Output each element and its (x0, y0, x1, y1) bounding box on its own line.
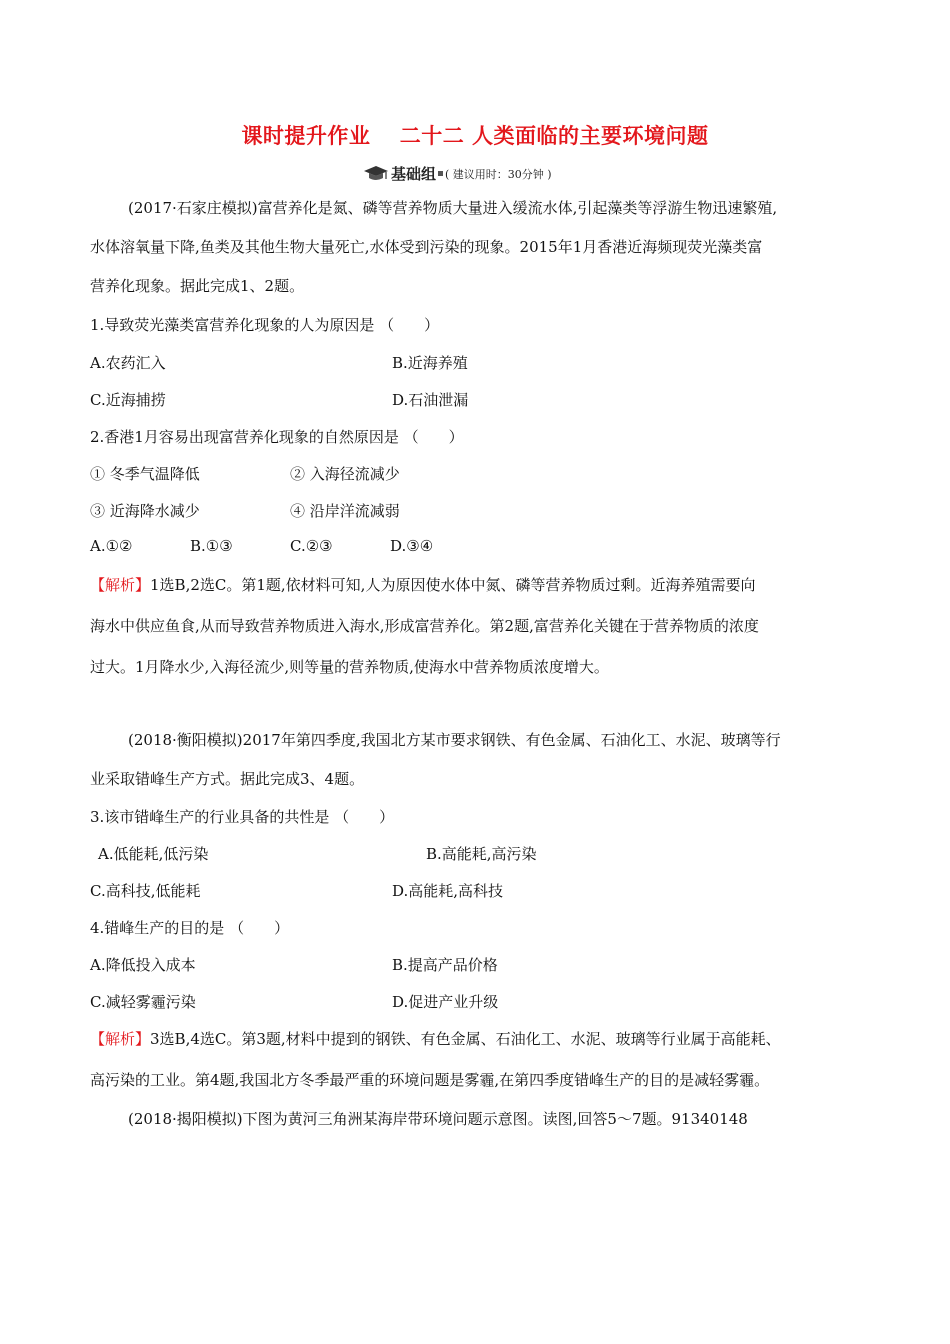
question-3-option-d: D.高能耗,高科技 (392, 882, 504, 900)
question-2-statement-2: ② 入海径流减少 (290, 465, 400, 483)
page-title: 课时提升作业 二十二 人类面临的主要环境问题 (241, 123, 709, 148)
question-4-option-b: B.提高产品价格 (392, 956, 498, 974)
analysis-1-line (90, 574, 755, 595)
question-2-option-c: C.②③ (290, 537, 333, 555)
question-3-option-a: A.低能耗,低污染 (98, 845, 209, 863)
question-1-option-c: C.近海捕捞 (90, 391, 166, 409)
analysis-2-line: 高污染的工业。第4题,我国北方冬季最严重的环境问题是雾霾,在第四季度错峰生产的目的是减轻雾霾。 (90, 1071, 770, 1089)
question-3-option-b: B.高能耗,高污染 (426, 845, 537, 863)
time-note: ( 建议用时：30分钟 ) (445, 167, 552, 181)
analysis-text: 1选B,2选C。第1题,依材料可知,人为原因使水体中氮、磷等营养物质过剩。近海养殖需要向 (150, 576, 756, 594)
question-3-option-c: C.高科技,低能耗 (90, 882, 201, 900)
question-1-option-d: D.石油泄漏 (392, 391, 469, 409)
question-4-option-d: D.促进产业升级 (392, 993, 499, 1011)
group2-intro-line: 业采取错峰生产方式。据此完成3、4题。 (90, 770, 365, 788)
question-4-stem: 4.错峰生产的目的是 （ ） (90, 919, 290, 937)
section-label: 基础组 (391, 165, 437, 183)
question-1-stem: 1.导致荧光藻类富营养化现象的人为原因是 （ ） (90, 316, 440, 334)
group1-intro-line: 水体溶氧量下降,鱼类及其他生物大量死亡,水体受到污染的现象。2015年1月香港近海频现荧光藻类富 (90, 238, 763, 256)
question-2-option-a: A.①② (90, 537, 133, 555)
group1-intro-line: 营养化现象。据此完成1、2题。 (90, 277, 305, 295)
analysis-text: 3选B,4选C。第3题,材料中提到的钢铁、有色金属、石油化工、水泥、玻璃等行业属于高能耗、 (150, 1030, 781, 1048)
question-3-stem: 3.该市错峰生产的行业具备的共性是 （ ） (90, 808, 395, 826)
group3-intro-line: (2018·揭阳模拟)下图为黄河三角洲某海岸带环境问题示意图。读图,回答5～7题。91340148 (128, 1110, 748, 1128)
question-4-option-c: C.减轻雾霾污染 (90, 993, 196, 1011)
analysis-1-line: 过大。1月降水少,入海径流少,则等量的营养物质,使海水中营养物质浓度增大。 (90, 658, 609, 676)
question-1-option-a: A.农药汇入 (90, 354, 166, 372)
question-1-option-b: B.近海养殖 (392, 354, 468, 372)
question-4-option-a: A.降低投入成本 (90, 956, 196, 974)
question-2-stem: 2.香港1月容易出现富营养化现象的自然原因是 （ ） (90, 428, 464, 446)
graduation-cap-icon (363, 165, 389, 183)
analysis-tag: 【解析】 (90, 1030, 151, 1048)
question-2-statement-1: ① 冬季气温降低 (90, 465, 200, 483)
group2-intro-line: (2018·衡阳模拟)2017年第四季度,我国北方某市要求钢铁、有色金属、石油化工、水泥、玻璃等行 (128, 731, 781, 749)
question-2-statement-4: ④ 沿岸洋流减弱 (290, 502, 400, 520)
question-2-option-b: B.①③ (190, 537, 233, 555)
question-2-statement-3: ③ 近海降水减少 (90, 502, 200, 520)
group1-intro-line: (2017·石家庄模拟)富营养化是氮、磷等营养物质大量进入缓流水体,引起藻类等浮游生物迅速繁殖, (128, 199, 778, 217)
section-header (363, 163, 552, 184)
analysis-tag: 【解析】 (90, 576, 151, 594)
separator-dot-icon (438, 171, 443, 176)
analysis-1-line: 海水中供应鱼食,从而导致营养物质进入海水,形成富营养化。第2题,富营养化关键在于营养物质的浓度 (90, 617, 759, 635)
analysis-2-line (90, 1028, 781, 1049)
question-2-option-d: D.③④ (390, 537, 434, 555)
